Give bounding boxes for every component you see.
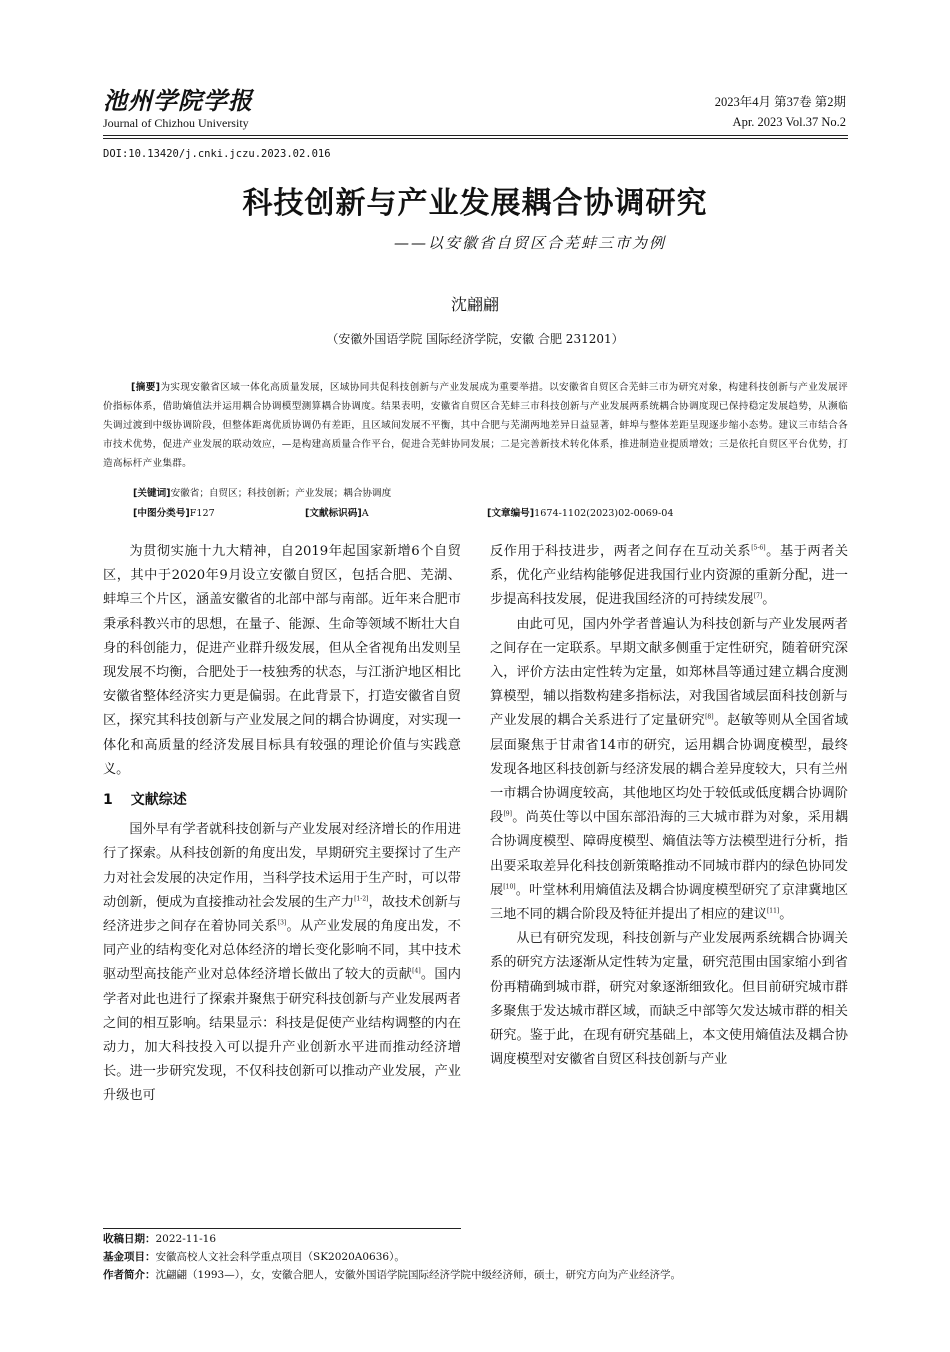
doi[interactable]: DOI:10.13420/j.cnki.jczu.2023.02.016 bbox=[103, 148, 331, 160]
journal-logo: 池州学院学报 bbox=[103, 86, 253, 115]
citation[interactable]: [8] bbox=[705, 714, 714, 722]
section-title: 文献综述 bbox=[130, 792, 187, 809]
author-affiliation: （安徽外国语学院 国际经济学院，安徽 合肥 231201） bbox=[326, 332, 624, 346]
text-run: 。尚英仕等以中国东部沿海的三大城市群为对象，采用耦合协调度模型、障碍度模型、熵值法等方法模型进行分析，指出要采取差异化科技创新策略推动不同城市群内的绿色协同发展 bbox=[490, 810, 849, 898]
keywords-text: 安徽省；自贸区；科技创新；产业发展；耦合协调度 bbox=[170, 488, 392, 499]
body-column-left bbox=[103, 540, 461, 1109]
funding bbox=[103, 1249, 405, 1264]
journal-name-en: Journal of Chizhou University bbox=[103, 116, 249, 130]
text-run: 。从产业发展的角度出发，不同产业的结构变化对总体经济的增长变化影响不同，其中技术驱动型高技能产业对总体经济增长做出了较大的贡献 bbox=[103, 919, 461, 983]
citation[interactable]: [3] bbox=[277, 919, 287, 927]
abstract-label: [摘要] bbox=[131, 382, 161, 393]
funding-label: 基金项目： bbox=[103, 1251, 156, 1263]
citation[interactable]: [11] bbox=[766, 907, 780, 915]
classification-number bbox=[133, 505, 215, 519]
article-number-value: 1674-1102(2023)02-0069-04 bbox=[534, 508, 674, 519]
citation[interactable]: [5-6] bbox=[751, 544, 766, 552]
text-run: 。国内学者对此也进行了探索并聚焦于研究科技创新与产业发展两者之间的相互影响。结果显示：科技是促使产业结构调整的内在动力，加大科技投入可以提升产业创新水平进而推动经济增长。进一步研究发现，不仅科技创新可以推动产业发展，产业升级也可 bbox=[103, 967, 461, 1104]
classification-label: [中图分类号] bbox=[133, 508, 190, 519]
paragraph bbox=[490, 540, 848, 613]
author-name: 沈翩翩 bbox=[450, 295, 499, 314]
abstract bbox=[103, 378, 848, 473]
footnote-divider bbox=[103, 1228, 461, 1229]
keywords-label: [关键词] bbox=[133, 488, 171, 499]
section-heading bbox=[103, 788, 461, 812]
paper-title: 科技创新与产业发展耦合协调研究 bbox=[242, 186, 708, 221]
document-code-label: [文献标识码] bbox=[305, 508, 362, 519]
abstract-text: 为实现安徽省区域一体化高质量发展，区域协同共促科技创新与产业发展成为重要举措。以安徽省自贸区合芜蚌三市为研究对象，构建科技创新与产业发展评价指标体系，借助熵值法并运用耦合协调模型测算耦合协调度。结果表明，安徽省自贸区合芜蚌三市科技创新与产业发展两系统耦合协调度现已保持稳定发展趋势，从濒临失调过渡到中级协调阶段，但整体距离优质协调仍有差距，且区域间发展不平衡，其中合肥与芜湖两地差异日益显著，蚌埠与整体差距呈现逐步缩小态势。建议三市结合各市技术优势，促进产业发展的联动效应，—是构建高质量合作平台，促进合芜蚌协同发展；二是完善新技术转化体系，推进制造业提质增效；三是依托自贸区平台优势，打造高标杆产业集群。 bbox=[103, 382, 848, 469]
header-divider bbox=[103, 135, 848, 136]
classification-value: F127 bbox=[189, 508, 215, 519]
received-value: 2022-11-16 bbox=[155, 1233, 217, 1245]
document-code-value: A bbox=[361, 508, 369, 519]
paragraph bbox=[103, 818, 461, 1108]
citation[interactable]: [9] bbox=[503, 810, 512, 818]
text-run: 。 bbox=[762, 592, 776, 608]
citation[interactable]: [1-2] bbox=[354, 895, 369, 903]
text-run: 由此可见，国内外学者普遍认为科技创新与产业发展两者之间存在一定联系。早期文献多侧重于定性研究，随着研究深入，评价方法由定性转为定量，如郑林昌等通过建立耦合度测算模型，辅以指数构建多指标法，对我国省域层面科技创新与产业发展的耦合关系进行了定量研究 bbox=[490, 616, 848, 729]
text-run: 。 bbox=[779, 907, 793, 923]
issue-info-en: Apr. 2023 Vol.37 No.2 bbox=[732, 115, 846, 129]
paragraph: 为贯彻实施十九大精神，自2019年起国家新增6个自贸区，其中于2020年9月设立安徽自贸区，包括合肥、芜湖、蚌埠三个片区，涵盖安徽省的北部中部与南部。近年来合肥市秉承科教兴市的思想，在量子、能源、生命等领域不断壮大自身的科创能力，促进产业群升级发展，但从全省视角出发则呈现发展不均衡，合肥处于一枝独秀的状态，与江浙沪地区相比安徽省整体经济实力更是偏弱。在此背景下，打造安徽省自贸区，探究其科技创新与产业发展之间的耦合协调度，对实现一体化和高质量的经济发展目标具有较强的理论价值与实践意义。 bbox=[103, 544, 461, 777]
author-bio-value: 沈翩翩（1993—），女，安徽合肥人，安徽外国语学院国际经济学院中级经济师，硕士，研究方向为产业经济学。 bbox=[155, 1269, 681, 1281]
text-run: 。赵敏等则从全国省域层面聚焦于甘肃省14市的研究，运用耦合协调度模型，最终发现各地区科技创新与经济发展的耦合差异度较大，只有兰州一市耦合协调度较高，其他地区均处于较低或低度耦合协调阶段 bbox=[490, 713, 849, 826]
article-number-label: [文章编号] bbox=[487, 508, 535, 519]
citation[interactable]: [7] bbox=[753, 593, 763, 601]
received-label: 收稿日期： bbox=[103, 1233, 156, 1245]
body-column-right bbox=[490, 540, 848, 1072]
received-date bbox=[103, 1231, 216, 1246]
funding-value: 安徽高校人文社会科学重点项目（SK2020A0636）。 bbox=[155, 1251, 405, 1263]
citation[interactable]: [10] bbox=[503, 883, 516, 891]
author-bio-label: 作者简介： bbox=[103, 1269, 156, 1281]
citation[interactable]: [4] bbox=[412, 968, 421, 976]
article-number bbox=[487, 505, 673, 519]
author-bio bbox=[103, 1267, 681, 1282]
paragraph bbox=[490, 613, 848, 928]
text-run: ，故技术创新与经济进步之间存在着协同关系 bbox=[103, 894, 462, 935]
text-run: 。基于两者关系，优化产业结构能够促进我国行业内资源的重新分配，进一步提高科技发展，促进我国经济的可持续发展 bbox=[490, 544, 849, 608]
keywords bbox=[133, 485, 391, 499]
paragraph: 从已有研究发现，科技创新与产业发展两系统耦合协调关系的研究方法逐渐从定性转为定量，研究范围由国家缩小到省份再精确到城市群，研究对象逐渐细致化。但目前研究城市群多聚焦于发达城市群区域，而缺乏中部等欠发达城市群的相关研究。鉴于此，在现有研究基础上，本文使用熵值法及耦合协调度模型对安徽省自贸区科技创新与产业 bbox=[490, 931, 848, 1068]
header-divider-thin bbox=[103, 138, 848, 139]
issue-info-cn: 2023年4月 第37卷 第2期 bbox=[714, 95, 846, 109]
text-run: 。叶堂林利用熵值法及耦合协调度模型研究了京津冀地区三地不同的耦合阶段及特征并提出了相应的建议 bbox=[490, 882, 848, 923]
paper-subtitle: ——以安徽省自贸区合芜蚌三市为例 bbox=[393, 234, 666, 252]
text-run: 国外早有学者就科技创新与产业发展对经济增长的作用进行了探索。从科技创新的角度出发，早期研究主要探讨了生产力对社会发展的决定作用，当科学技术运用于生产时，可以带动创新，便成为直接推动社会发展的生产力 bbox=[103, 822, 461, 910]
section-number: 1 bbox=[103, 792, 113, 809]
text-run: 反作用于科技进步，两者之间存在互动关系 bbox=[490, 544, 752, 559]
document-code bbox=[305, 505, 369, 519]
